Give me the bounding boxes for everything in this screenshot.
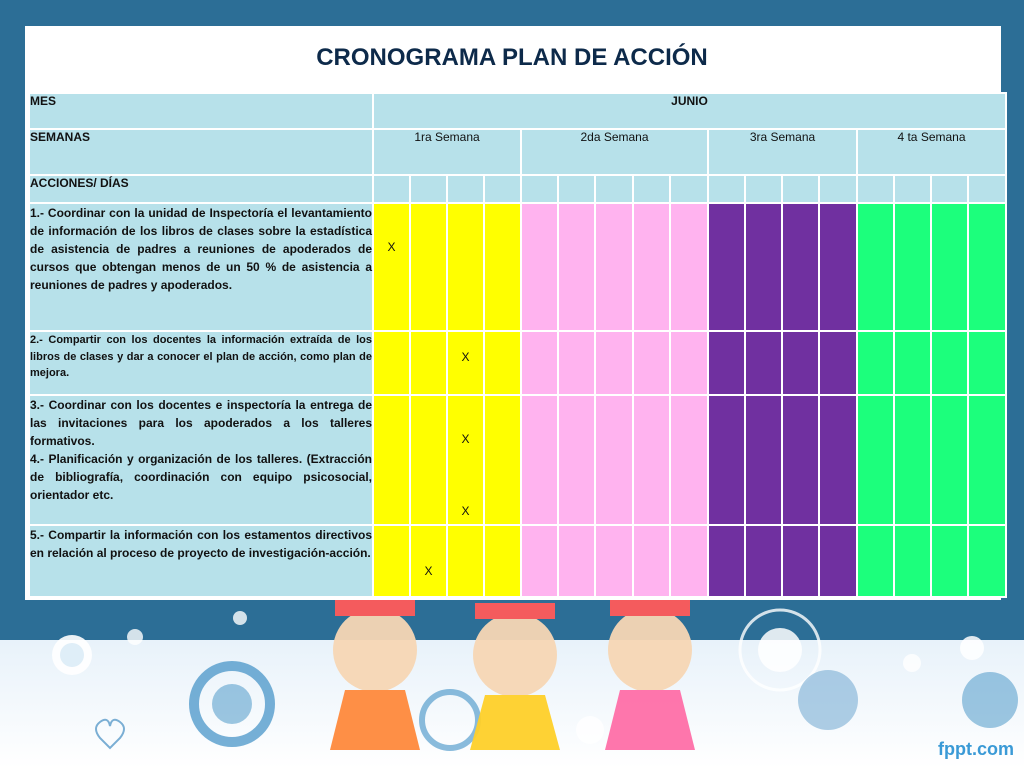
action-3-mark: X [461, 432, 470, 446]
day-cell [782, 331, 819, 395]
day-cell [521, 395, 558, 525]
day-cell [931, 395, 968, 525]
day-cell [558, 175, 595, 203]
day-cell [670, 175, 708, 203]
day-cell [521, 175, 558, 203]
day-cell [894, 525, 931, 597]
day-cell [484, 525, 521, 597]
action-2-mark: X [447, 331, 484, 395]
day-cell [894, 331, 931, 395]
day-cell [484, 175, 521, 203]
mes-label: MES [29, 93, 373, 129]
day-cell [447, 203, 484, 331]
day-cell [595, 175, 633, 203]
day-cell [857, 203, 894, 331]
action-5-text: 5.- Compartir la información con los estamentos directivos en relación al proceso de proyecto de investigación-acción. [29, 525, 373, 597]
action-4-text: 4.- Planificación y organización de los talleres. (Extracción de bibliografía, coordinación con equipo psicosocial, orientador etc. [30, 452, 372, 502]
day-cell [745, 395, 782, 525]
day-cell [484, 331, 521, 395]
day-cell [857, 525, 894, 597]
day-cell [745, 203, 782, 331]
day-cell [708, 525, 745, 597]
day-cell [447, 175, 484, 203]
action-3-text: 3.- Coordinar con los docentes e inspectoría la entrega de las invitaciones para los apoderados a los talleres formativos. [30, 398, 372, 448]
month-value: JUNIO [373, 93, 1006, 129]
day-cell [819, 395, 857, 525]
day-cell [410, 203, 447, 331]
semanas-label: SEMANAS [29, 129, 373, 175]
day-cell [558, 203, 595, 331]
day-cell [968, 175, 1006, 203]
day-cell [595, 203, 633, 331]
day-cell [410, 175, 447, 203]
days-row [29, 175, 1006, 203]
day-cell [373, 525, 410, 597]
week-4-label: 4 ta Semana [857, 129, 1006, 175]
day-cell [633, 203, 670, 331]
day-cell [558, 331, 595, 395]
day-cell [521, 331, 558, 395]
day-cell [857, 395, 894, 525]
day-cell [558, 395, 595, 525]
day-cell [484, 203, 521, 331]
day-cell [931, 525, 968, 597]
day-cell [708, 203, 745, 331]
week-2-label: 2da Semana [521, 129, 708, 175]
day-cell [819, 175, 857, 203]
day-cell [968, 395, 1006, 525]
day-cell [670, 525, 708, 597]
day-cell [410, 331, 447, 395]
children-illustration [330, 600, 695, 750]
day-cell [931, 175, 968, 203]
day-cell [633, 175, 670, 203]
action-3-4-text [29, 395, 373, 525]
day-cell [782, 203, 819, 331]
day-cell [595, 395, 633, 525]
day-cell [968, 203, 1006, 331]
action-3-4-mark-cell [447, 395, 484, 525]
week-1-label: 1ra Semana [373, 129, 521, 175]
day-cell [633, 331, 670, 395]
action-row-3-4 [29, 395, 1006, 525]
day-cell [670, 203, 708, 331]
week-3-label: 3ra Semana [708, 129, 857, 175]
action-5-mark: X [410, 525, 447, 597]
day-cell [633, 395, 670, 525]
action-2-text: 2.- Compartir con los docentes la información extraída de los libros de clases y dar a conocer el plan de acción, como plan de mejora. [29, 331, 373, 395]
action-row-1 [29, 203, 1006, 331]
day-cell [633, 525, 670, 597]
day-cell [745, 525, 782, 597]
day-cell [819, 203, 857, 331]
day-cell [819, 331, 857, 395]
action-row-2 [29, 331, 1006, 395]
day-cell [745, 331, 782, 395]
action-1-text: 1.- Coordinar con la unidad de Inspectoría el levantamiento de información de los libros de clases sobre la estadística de asistencia de padres a reuniones de apoderados de cursos que obtengan menos de un 50 % de asistencia a reuniones de padres y apoderados. [29, 203, 373, 331]
page-title: CRONOGRAMA PLAN DE ACCIÓN [316, 44, 708, 71]
day-cell [447, 525, 484, 597]
weeks-row [29, 129, 1006, 175]
day-cell [670, 331, 708, 395]
day-cell [373, 331, 410, 395]
day-cell [819, 525, 857, 597]
action-4-mark: X [461, 504, 470, 518]
day-cell [373, 395, 410, 525]
day-cell [708, 331, 745, 395]
day-cell [373, 175, 410, 203]
day-cell [595, 525, 633, 597]
watermark-logo: fppt.com [938, 739, 1014, 759]
day-cell [521, 525, 558, 597]
day-cell [782, 175, 819, 203]
schedule-table [28, 92, 1007, 598]
day-cell [521, 203, 558, 331]
action-1-mark: X [373, 203, 410, 331]
day-cell [857, 331, 894, 395]
day-cell [857, 175, 894, 203]
day-cell [782, 525, 819, 597]
day-cell [931, 203, 968, 331]
day-cell [708, 175, 745, 203]
day-cell [968, 525, 1006, 597]
day-cell [558, 525, 595, 597]
day-cell [595, 331, 633, 395]
day-cell [670, 395, 708, 525]
action-row-5 [29, 525, 1006, 597]
day-cell [894, 175, 931, 203]
day-cell [931, 331, 968, 395]
acciones-label: ACCIONES/ DÍAS [29, 175, 373, 203]
day-cell [782, 395, 819, 525]
day-cell [894, 395, 931, 525]
day-cell [484, 395, 521, 525]
day-cell [410, 395, 447, 525]
day-cell [745, 175, 782, 203]
day-cell [968, 331, 1006, 395]
day-cell [894, 203, 931, 331]
month-row [29, 93, 1006, 129]
day-cell [708, 395, 745, 525]
